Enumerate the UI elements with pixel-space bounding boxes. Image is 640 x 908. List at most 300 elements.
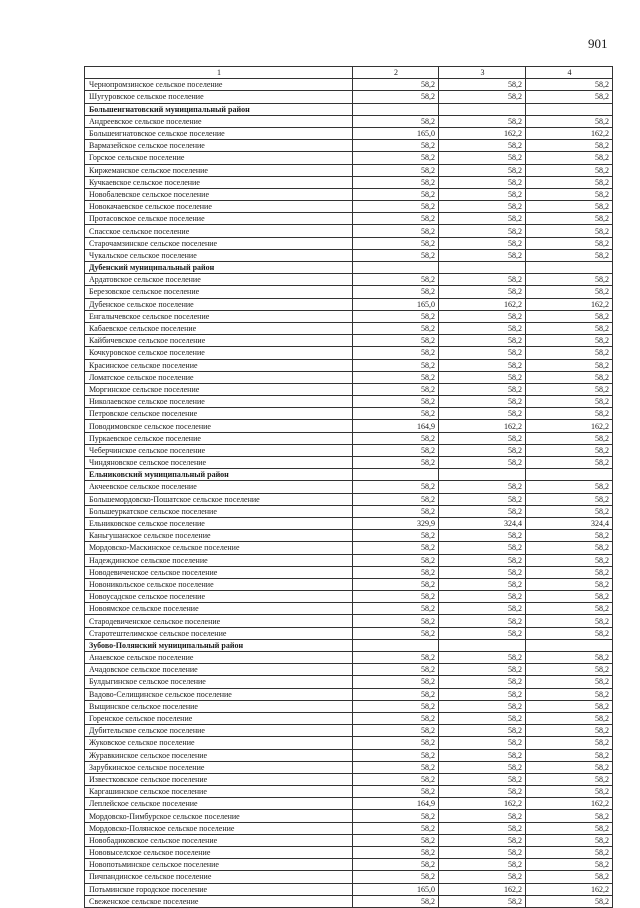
value-cell-col2: 58,2 — [353, 578, 439, 590]
value-cell-col4 — [526, 262, 613, 274]
settlement-name-cell: Анаевское сельское поселение — [85, 652, 353, 664]
value-cell-col3 — [439, 469, 526, 481]
table-row — [85, 371, 613, 383]
table-row — [85, 115, 613, 127]
settlement-name-cell: Зубово-Полянский муниципальный район — [85, 639, 353, 651]
settlement-name-cell: Спасское сельское поселение — [85, 225, 353, 237]
value-cell-col4: 58,2 — [526, 834, 613, 846]
value-cell-col2: 165,0 — [353, 883, 439, 895]
value-cell-col4: 58,2 — [526, 79, 613, 91]
value-cell-col4 — [526, 103, 613, 115]
table-row — [85, 615, 613, 627]
table-row — [85, 140, 613, 152]
settlement-name-cell: Известковское сельское поселение — [85, 773, 353, 785]
settlement-name-cell: Чиндяновское сельское поселение — [85, 457, 353, 469]
value-cell-col3: 58,2 — [439, 444, 526, 456]
value-cell-col2: 58,2 — [353, 664, 439, 676]
settlement-name-cell: Журавкинское сельское поселение — [85, 749, 353, 761]
settlement-name-cell: Новодевиченское сельское поселение — [85, 566, 353, 578]
value-cell-col3: 58,2 — [439, 664, 526, 676]
value-cell-col3: 58,2 — [439, 188, 526, 200]
value-cell-col2: 58,2 — [353, 213, 439, 225]
table-row — [85, 688, 613, 700]
settlement-name-cell: Чернопромзинское сельское поселение — [85, 79, 353, 91]
value-cell-col2: 329,9 — [353, 517, 439, 529]
value-cell-col2: 58,2 — [353, 115, 439, 127]
settlement-name-cell: Красинское сельское поселение — [85, 359, 353, 371]
settlement-name-cell: Акчеевское сельское поселение — [85, 481, 353, 493]
value-cell-col4: 58,2 — [526, 542, 613, 554]
value-cell-col3: 58,2 — [439, 493, 526, 505]
value-cell-col2: 58,2 — [353, 786, 439, 798]
value-cell-col2: 58,2 — [353, 310, 439, 322]
value-cell-col4: 58,2 — [526, 322, 613, 334]
table-row — [85, 725, 613, 737]
table-row — [85, 530, 613, 542]
table-row — [85, 322, 613, 334]
settlement-name-cell: Зарубкинское сельское поселение — [85, 761, 353, 773]
settlement-name-cell: Кайбичевское сельское поселение — [85, 335, 353, 347]
settlement-name-cell: Пуркаевское сельское поселение — [85, 432, 353, 444]
value-cell-col2: 58,2 — [353, 237, 439, 249]
value-cell-col4: 58,2 — [526, 115, 613, 127]
settlement-name-cell: Потьминское городское поселение — [85, 883, 353, 895]
value-cell-col3: 58,2 — [439, 164, 526, 176]
value-cell-col3: 58,2 — [439, 871, 526, 883]
settlement-name-cell: Вадово-Селищинское сельское поселение — [85, 688, 353, 700]
value-cell-col4: 58,2 — [526, 566, 613, 578]
settlement-name-cell: Киржеманское сельское поселение — [85, 164, 353, 176]
table-row — [85, 91, 613, 103]
value-cell-col2: 58,2 — [353, 201, 439, 213]
value-cell-col2: 58,2 — [353, 152, 439, 164]
value-cell-col3: 58,2 — [439, 347, 526, 359]
table-row — [85, 566, 613, 578]
settlement-name-cell: Поводимовское сельское поселение — [85, 420, 353, 432]
value-cell-col3: 162,2 — [439, 798, 526, 810]
value-cell-col2: 58,2 — [353, 188, 439, 200]
value-cell-col4: 58,2 — [526, 310, 613, 322]
value-cell-col4: 58,2 — [526, 786, 613, 798]
value-cell-col3: 58,2 — [439, 383, 526, 395]
value-cell-col2: 58,2 — [353, 591, 439, 603]
value-cell-col3: 58,2 — [439, 322, 526, 334]
table-row — [85, 213, 613, 225]
settlement-name-cell: Пичпандинское сельское поселение — [85, 871, 353, 883]
value-cell-col3: 58,2 — [439, 213, 526, 225]
value-cell-col3 — [439, 103, 526, 115]
table-row — [85, 554, 613, 566]
value-cell-col2: 58,2 — [353, 810, 439, 822]
value-cell-col3: 58,2 — [439, 359, 526, 371]
value-cell-col4: 58,2 — [526, 213, 613, 225]
table-row — [85, 457, 613, 469]
value-cell-col3: 58,2 — [439, 274, 526, 286]
table-row — [85, 603, 613, 615]
value-cell-col2: 58,2 — [353, 871, 439, 883]
value-cell-col4: 58,2 — [526, 895, 613, 907]
settlement-name-cell: Старочамзинское сельское поселение — [85, 237, 353, 249]
value-cell-col4: 58,2 — [526, 383, 613, 395]
table-row — [85, 79, 613, 91]
value-cell-col2: 58,2 — [353, 530, 439, 542]
table-body — [85, 67, 613, 908]
settlement-name-cell: Протасовское сельское поселение — [85, 213, 353, 225]
value-cell-col4: 58,2 — [526, 237, 613, 249]
value-cell-col3: 58,2 — [439, 79, 526, 91]
table-row — [85, 274, 613, 286]
table-row — [85, 152, 613, 164]
settlement-name-cell: Березовское сельское поселение — [85, 286, 353, 298]
value-cell-col2: 58,2 — [353, 91, 439, 103]
table-row — [85, 883, 613, 895]
table-row — [85, 188, 613, 200]
settlement-name-cell: Каргашинское сельское поселение — [85, 786, 353, 798]
settlement-name-cell: Большеуркатское сельское поселение — [85, 505, 353, 517]
value-cell-col2: 58,2 — [353, 335, 439, 347]
value-cell-col2: 58,2 — [353, 712, 439, 724]
value-cell-col4: 58,2 — [526, 773, 613, 785]
value-cell-col2: 58,2 — [353, 847, 439, 859]
table-row — [85, 810, 613, 822]
table-row — [85, 786, 613, 798]
table-row — [85, 176, 613, 188]
value-cell-col2: 165,0 — [353, 127, 439, 139]
value-cell-col3: 58,2 — [439, 834, 526, 846]
table-row — [85, 859, 613, 871]
value-cell-col3: 58,2 — [439, 749, 526, 761]
value-cell-col3: 58,2 — [439, 712, 526, 724]
value-cell-col4: 58,2 — [526, 371, 613, 383]
value-cell-col3: 58,2 — [439, 895, 526, 907]
value-cell-col4: 58,2 — [526, 481, 613, 493]
value-cell-col2: 58,2 — [353, 481, 439, 493]
table-row — [85, 444, 613, 456]
value-cell-col2 — [353, 103, 439, 115]
value-cell-col3: 58,2 — [439, 530, 526, 542]
value-cell-col3: 162,2 — [439, 127, 526, 139]
value-cell-col4: 324,4 — [526, 517, 613, 529]
value-cell-col3: 58,2 — [439, 396, 526, 408]
value-cell-col3: 58,2 — [439, 566, 526, 578]
settlement-name-cell: Нововыселское сельское поселение — [85, 847, 353, 859]
value-cell-col3: 58,2 — [439, 786, 526, 798]
value-cell-col3: 58,2 — [439, 554, 526, 566]
value-cell-col4: 58,2 — [526, 810, 613, 822]
value-cell-col4: 58,2 — [526, 871, 613, 883]
value-cell-col4: 58,2 — [526, 164, 613, 176]
value-cell-col3: 58,2 — [439, 225, 526, 237]
settlement-name-cell: Ельниковское сельское поселение — [85, 517, 353, 529]
value-cell-col2: 58,2 — [353, 615, 439, 627]
value-cell-col3: 58,2 — [439, 688, 526, 700]
value-cell-col2: 58,2 — [353, 383, 439, 395]
value-cell-col2: 58,2 — [353, 505, 439, 517]
settlement-name-cell: Большеигнатовское сельское поселение — [85, 127, 353, 139]
value-cell-col4: 58,2 — [526, 627, 613, 639]
value-cell-col2: 58,2 — [353, 652, 439, 664]
table-row — [85, 676, 613, 688]
value-cell-col3: 58,2 — [439, 140, 526, 152]
value-cell-col4: 58,2 — [526, 591, 613, 603]
settlement-name-cell: Ельниковский муниципальный район — [85, 469, 353, 481]
table-row — [85, 761, 613, 773]
table-row — [85, 249, 613, 261]
value-cell-col2: 164,9 — [353, 420, 439, 432]
value-cell-col2: 58,2 — [353, 176, 439, 188]
settlement-name-cell: Новоямское сельское поселение — [85, 603, 353, 615]
value-cell-col4 — [526, 469, 613, 481]
settlement-name-cell: Новопотьминское сельское поселение — [85, 859, 353, 871]
settlement-name-cell: Дубенское сельское поселение — [85, 298, 353, 310]
value-cell-col4: 58,2 — [526, 749, 613, 761]
value-cell-col4: 58,2 — [526, 432, 613, 444]
settlement-name-cell: Новоусадское сельское поселение — [85, 591, 353, 603]
value-cell-col3: 58,2 — [439, 481, 526, 493]
value-cell-col2: 58,2 — [353, 773, 439, 785]
value-cell-col2: 58,2 — [353, 347, 439, 359]
value-cell-col2 — [353, 469, 439, 481]
section-row — [85, 103, 613, 115]
table-row — [85, 895, 613, 907]
table-row — [85, 542, 613, 554]
value-cell-col3: 324,4 — [439, 517, 526, 529]
value-cell-col2: 58,2 — [353, 286, 439, 298]
settlement-name-cell: Ломатское сельское поселение — [85, 371, 353, 383]
value-cell-col3: 58,2 — [439, 847, 526, 859]
value-cell-col3: 58,2 — [439, 310, 526, 322]
column-header-3: 3 — [439, 67, 526, 79]
column-header-1: 1 — [85, 67, 353, 79]
value-cell-col4: 58,2 — [526, 274, 613, 286]
value-cell-col2: 58,2 — [353, 444, 439, 456]
value-cell-col3: 58,2 — [439, 286, 526, 298]
value-cell-col4: 58,2 — [526, 676, 613, 688]
table-row — [85, 432, 613, 444]
value-cell-col3: 58,2 — [439, 737, 526, 749]
value-cell-col4: 162,2 — [526, 298, 613, 310]
value-cell-col2: 58,2 — [353, 676, 439, 688]
table-row — [85, 749, 613, 761]
value-cell-col4: 58,2 — [526, 201, 613, 213]
value-cell-col3: 58,2 — [439, 725, 526, 737]
settlement-name-cell: Большеигнатовский муниципальный район — [85, 103, 353, 115]
value-cell-col2: 58,2 — [353, 371, 439, 383]
value-cell-col2: 58,2 — [353, 140, 439, 152]
value-cell-col4: 58,2 — [526, 530, 613, 542]
table-row — [85, 871, 613, 883]
value-cell-col2: 58,2 — [353, 566, 439, 578]
table-row — [85, 822, 613, 834]
value-cell-col2: 58,2 — [353, 737, 439, 749]
column-header-4: 4 — [526, 67, 613, 79]
value-cell-col4: 58,2 — [526, 761, 613, 773]
table-row — [85, 408, 613, 420]
settlement-name-cell: Каньгушанское сельское поселение — [85, 530, 353, 542]
settlement-name-cell: Кочкуровское сельское поселение — [85, 347, 353, 359]
value-cell-col3: 58,2 — [439, 91, 526, 103]
value-cell-col2: 58,2 — [353, 749, 439, 761]
settlement-name-cell: Вармазейское сельское поселение — [85, 140, 353, 152]
settlement-name-cell: Горское сельское поселение — [85, 152, 353, 164]
settlement-name-cell: Дубительское сельское поселение — [85, 725, 353, 737]
table-row — [85, 652, 613, 664]
settlement-name-cell: Чеберчинское сельское поселение — [85, 444, 353, 456]
table-row — [85, 773, 613, 785]
value-cell-col3: 58,2 — [439, 822, 526, 834]
value-cell-col4: 58,2 — [526, 457, 613, 469]
settlement-name-cell: Кучкаевское сельское поселение — [85, 176, 353, 188]
table-row — [85, 664, 613, 676]
settlement-name-cell: Выщинское сельское поселение — [85, 700, 353, 712]
table-row — [85, 383, 613, 395]
settlement-name-cell: Петровское сельское поселение — [85, 408, 353, 420]
table-row — [85, 737, 613, 749]
value-cell-col4: 58,2 — [526, 859, 613, 871]
value-cell-col4: 58,2 — [526, 176, 613, 188]
value-cell-col4 — [526, 639, 613, 651]
value-cell-col3: 162,2 — [439, 883, 526, 895]
settlement-name-cell: Дубенский муниципальный район — [85, 262, 353, 274]
settlement-name-cell: Чукальское сельское поселение — [85, 249, 353, 261]
value-cell-col4: 58,2 — [526, 822, 613, 834]
settlement-name-cell: Мордовско-Полянское сельское поселение — [85, 822, 353, 834]
value-cell-col2: 58,2 — [353, 688, 439, 700]
value-cell-col2: 58,2 — [353, 834, 439, 846]
value-cell-col4: 58,2 — [526, 359, 613, 371]
value-cell-col4: 58,2 — [526, 152, 613, 164]
value-cell-col2: 58,2 — [353, 761, 439, 773]
value-cell-col4: 58,2 — [526, 396, 613, 408]
value-cell-col2: 58,2 — [353, 457, 439, 469]
value-cell-col2: 58,2 — [353, 249, 439, 261]
value-cell-col4: 58,2 — [526, 347, 613, 359]
table-row — [85, 578, 613, 590]
settlement-name-cell: Ачадовское сельское поселение — [85, 664, 353, 676]
value-cell-col4: 58,2 — [526, 652, 613, 664]
table-row — [85, 700, 613, 712]
value-cell-col4: 58,2 — [526, 725, 613, 737]
value-cell-col4: 58,2 — [526, 249, 613, 261]
value-cell-col3: 58,2 — [439, 627, 526, 639]
value-cell-col4: 58,2 — [526, 712, 613, 724]
table-row — [85, 347, 613, 359]
settlement-name-cell: Старотештелимское сельское поселение — [85, 627, 353, 639]
value-cell-col2 — [353, 262, 439, 274]
value-cell-col3: 58,2 — [439, 652, 526, 664]
value-cell-col4: 58,2 — [526, 493, 613, 505]
table-row — [85, 834, 613, 846]
value-cell-col3: 58,2 — [439, 335, 526, 347]
value-cell-col3: 58,2 — [439, 237, 526, 249]
value-cell-col3: 58,2 — [439, 542, 526, 554]
value-cell-col2: 58,2 — [353, 164, 439, 176]
value-cell-col2: 58,2 — [353, 274, 439, 286]
value-cell-col3: 58,2 — [439, 578, 526, 590]
settlement-name-cell: Жуковское сельское поселение — [85, 737, 353, 749]
column-header-2: 2 — [353, 67, 439, 79]
value-cell-col2: 58,2 — [353, 322, 439, 334]
value-cell-col3: 162,2 — [439, 298, 526, 310]
header-row — [85, 67, 613, 79]
settlement-name-cell: Мордовско-Пимбурское сельское поселение — [85, 810, 353, 822]
value-cell-col3: 58,2 — [439, 457, 526, 469]
table-row — [85, 798, 613, 810]
settlement-name-cell: Кабаевское сельское поселение — [85, 322, 353, 334]
settlement-name-cell: Мордовско-Маскинское сельское поселение — [85, 542, 353, 554]
value-cell-col4: 58,2 — [526, 603, 613, 615]
table-row — [85, 127, 613, 139]
value-cell-col2: 58,2 — [353, 396, 439, 408]
value-cell-col4: 58,2 — [526, 188, 613, 200]
value-cell-col3: 58,2 — [439, 176, 526, 188]
value-cell-col2: 58,2 — [353, 895, 439, 907]
value-cell-col2: 165,0 — [353, 298, 439, 310]
settlement-name-cell: Свеженское сельское поселение — [85, 895, 353, 907]
settlement-name-cell: Андреевское сельское поселение — [85, 115, 353, 127]
value-cell-col2: 58,2 — [353, 432, 439, 444]
value-cell-col3: 58,2 — [439, 505, 526, 517]
value-cell-col3: 58,2 — [439, 615, 526, 627]
table-row — [85, 225, 613, 237]
table-row — [85, 481, 613, 493]
settlement-name-cell: Моргинское сельское поселение — [85, 383, 353, 395]
value-cell-col4: 58,2 — [526, 140, 613, 152]
settlement-name-cell: Горенское сельское поселение — [85, 712, 353, 724]
table-row — [85, 505, 613, 517]
value-cell-col2: 164,9 — [353, 798, 439, 810]
value-cell-col4: 58,2 — [526, 688, 613, 700]
value-cell-col3: 58,2 — [439, 859, 526, 871]
value-cell-col4: 58,2 — [526, 335, 613, 347]
value-cell-col4: 162,2 — [526, 798, 613, 810]
value-cell-col4: 58,2 — [526, 408, 613, 420]
table-row — [85, 420, 613, 432]
value-cell-col2: 58,2 — [353, 554, 439, 566]
value-cell-col3: 58,2 — [439, 201, 526, 213]
value-cell-col3: 58,2 — [439, 603, 526, 615]
settlement-name-cell: Булдыгинское сельское поселение — [85, 676, 353, 688]
settlement-name-cell: Леплейское сельское поселение — [85, 798, 353, 810]
value-cell-col2: 58,2 — [353, 408, 439, 420]
section-row — [85, 639, 613, 651]
value-cell-col2: 58,2 — [353, 225, 439, 237]
value-cell-col2: 58,2 — [353, 859, 439, 871]
value-cell-col3: 58,2 — [439, 408, 526, 420]
value-cell-col4: 58,2 — [526, 700, 613, 712]
settlement-name-cell: Стародевиченское сельское поселение — [85, 615, 353, 627]
value-cell-col3: 58,2 — [439, 700, 526, 712]
table-row — [85, 359, 613, 371]
value-cell-col3: 58,2 — [439, 115, 526, 127]
settlement-name-cell: Новобадиковское сельское поселение — [85, 834, 353, 846]
value-cell-col4: 58,2 — [526, 664, 613, 676]
value-cell-col2: 58,2 — [353, 603, 439, 615]
table-row — [85, 237, 613, 249]
value-cell-col4: 58,2 — [526, 505, 613, 517]
value-cell-col2 — [353, 639, 439, 651]
value-cell-col2: 58,2 — [353, 822, 439, 834]
page-number: 901 — [588, 36, 608, 51]
value-cell-col3: 58,2 — [439, 810, 526, 822]
value-cell-col4: 58,2 — [526, 615, 613, 627]
table-row — [85, 164, 613, 176]
table-row — [85, 286, 613, 298]
table-row — [85, 712, 613, 724]
table-row — [85, 627, 613, 639]
section-row — [85, 469, 613, 481]
settlement-name-cell: Новобалевское сельское поселение — [85, 188, 353, 200]
